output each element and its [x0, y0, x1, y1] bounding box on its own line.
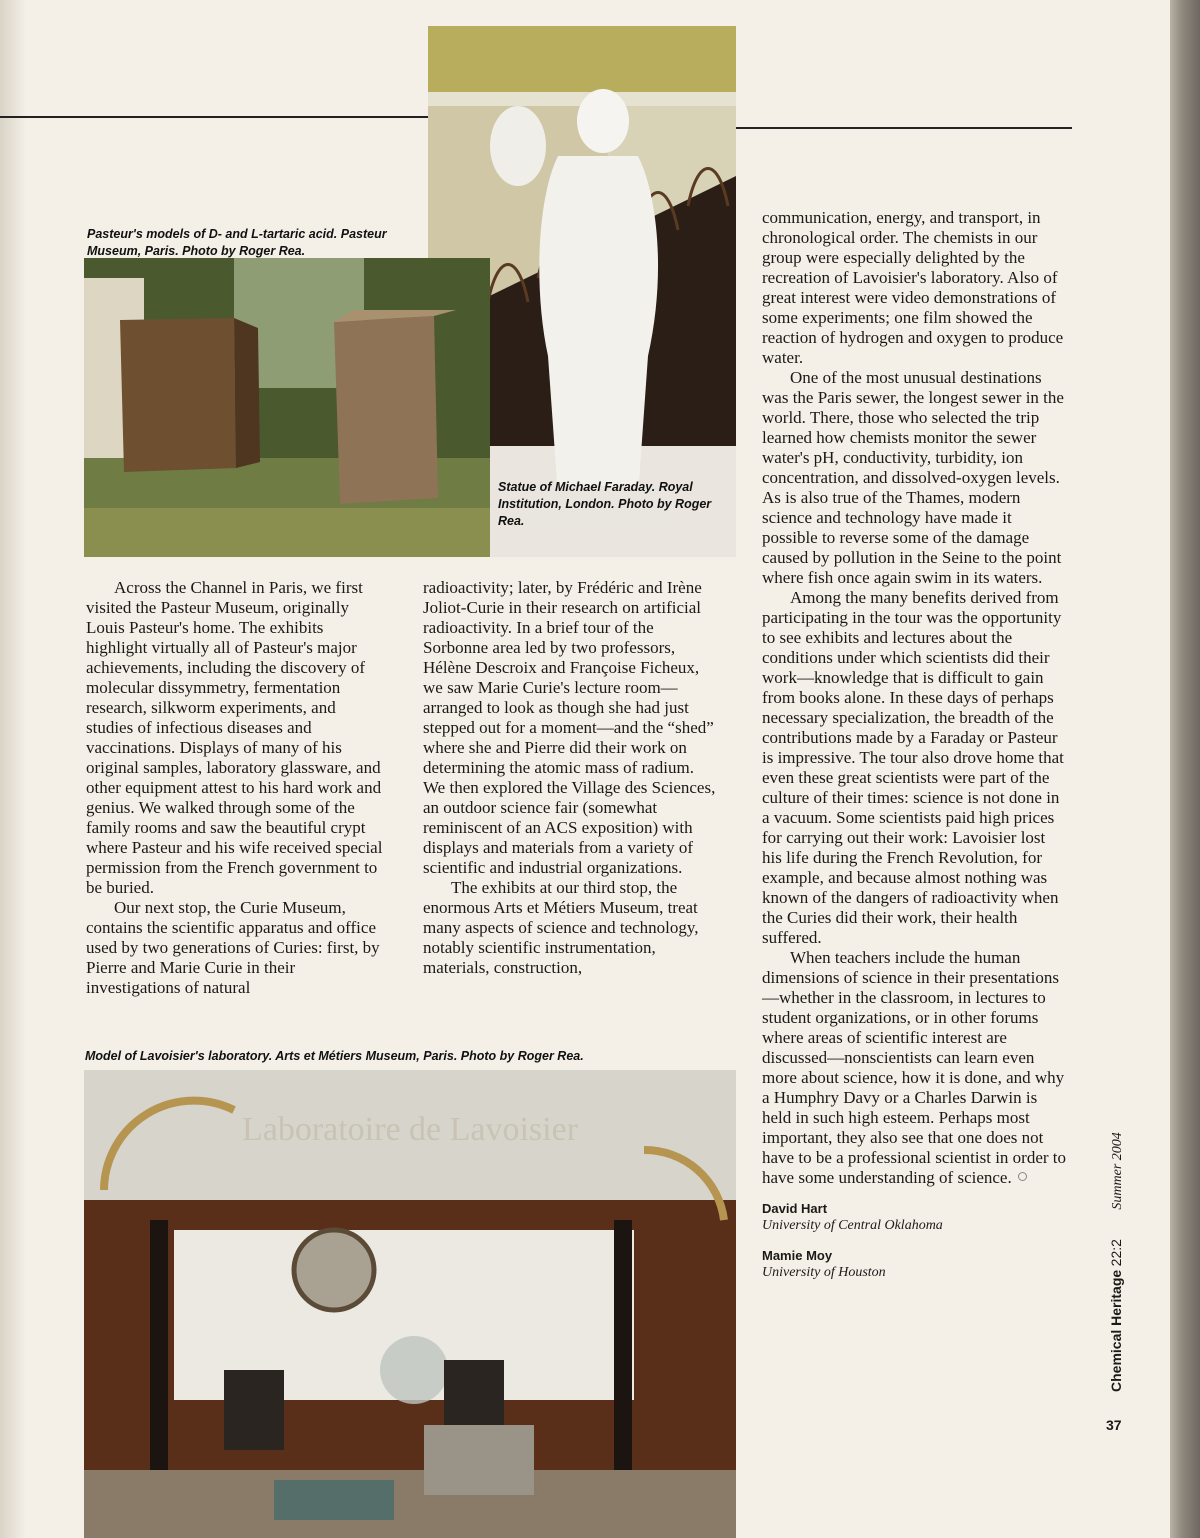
author-1 — [762, 1200, 1068, 1235]
lavoisier-caption: Model of Lavoisier's laboratory. Arts et Métiers Museum, Paris. Photo by Roger Rea. — [85, 1049, 584, 1063]
paragraph: Among the many benefits derived from participating in the tour was the opportunity to see exhibits and lectures about the conditions under which scientists did their work—knowledge that is difficult to gain from books alone. In these days of perhaps necessary specialization, the breadth of the contributions made by a Faraday or Pasteur is impressive. The tour also drove home that even these great scientists were part of the culture of their times: science is not done in a vacuum. Some scientists paid high prices for carrying out their work: Lavoisier lost his life during the French Revolution, for example, and because almost nothing was known of the dangers of radioactivity when the Curies did their work, their health suffered. — [762, 588, 1064, 947]
author-name: David Hart — [762, 1201, 828, 1216]
magazine-binding — [1170, 0, 1200, 1538]
tartaric-caption: Pasteur's models of D- and L-tartaric acid. Pasteur Museum, Paris. Photo by Roger Rea. — [87, 227, 387, 258]
paragraph: Across the Channel in Paris, we first visited the Pasteur Museum, originally Louis Pasteur's home. The exhibits highlight virtually all of Pasteur's major achievements, including the discovery of molecular dissymmetry, fermentation research, silkworm experiments, and studies of infectious diseases and vaccinations. Displays of many of his original samples, laboratory glassware, and other equipment attest to his hard work and genius. We walked through some of the family rooms and saw the beautiful crypt where Pasteur and his wife received special permission from the French government to be buried. — [86, 578, 383, 897]
page-number: 37 — [1106, 1417, 1122, 1433]
author-2 — [762, 1247, 1068, 1282]
paragraph: One of the most unusual destinations was the Paris sewer, the longest sewer in the world. There, those who selected the trip learned how chemists monitor the sewer water's pH, conductivity, turbidity, ion concentration, and dissolved-oxygen levels. As is also true of the Thames, modern science and technology have made it possible to reverse some of the damage caused by pollution in the Seine to the point where fish once again swim in its waters. — [762, 368, 1064, 587]
text-column-2 — [423, 578, 718, 978]
author-affiliation: University of Houston — [762, 1265, 886, 1280]
text-column-3 — [762, 208, 1068, 1282]
end-mark-icon — [1018, 1172, 1027, 1181]
header-rule-right — [736, 127, 1072, 129]
running-footer — [1108, 1132, 1126, 1392]
lavoisier-lab-photo — [84, 1070, 736, 1538]
journal-issue: 22:2 — [1108, 1239, 1124, 1267]
header-rule-left — [0, 116, 428, 118]
paragraph: radioactivity; later, by Frédéric and Irène Joliot-Curie in their research on artificial radioactivity. In a brief tour of the Sorbonne area led by two professors, Hélène Descroix and Françoise Ficheux, we saw Marie Curie's lecture room—arranged to look as though she had just stepped out for a moment—and the “shed” where she and Pierre did their work on determining the atomic mass of radium. We then explored the Village des Sciences, an outdoor science fair (somewhat reminiscent of an ACS exposition) with displays and materials from a variety of scientific and industrial organizations. — [423, 578, 716, 877]
text-column-1 — [86, 578, 386, 998]
paragraph-text: When teachers include the human dimensions of science in their presentations—whether in the classroom, in lectures to student organizations, or in other forums where areas of scientific interest are discussed—nonscientists can learn even more about science, how it is done, and why a Humphry Davy or a Charles Darwin is held in such high esteem. Perhaps most important, they also see that one does not have to be a professional scientist in order to have some understanding of science. — [762, 948, 1067, 1187]
page-edge — [0, 0, 26, 1538]
paragraph — [762, 948, 1068, 1188]
tartaric-models-photo — [84, 258, 490, 557]
journal-season: Summer 2004 — [1110, 1132, 1125, 1210]
paragraph: communication, energy, and transport, in chronological order. The chemists in our group were especially delighted by the recreation of Lavoisier's laboratory. Also of great interest were video demonstrations of some experiments; one film showed the reaction of hydrogen and oxygen to produce water. — [762, 208, 1064, 367]
author-affiliation: University of Central Oklahoma — [762, 1218, 943, 1233]
author-name: Mamie Moy — [762, 1248, 833, 1263]
lab-sign-text: Laboratoire de Lavoisier — [241, 1111, 579, 1148]
journal-title: Chemical Heritage — [1108, 1269, 1124, 1392]
paragraph: The exhibits at our third stop, the enormous Arts et Métiers Museum, treat many aspects of science and technology, notably scientific instrumentation, materials, construction, — [423, 878, 699, 977]
paragraph: Our next stop, the Curie Museum, contains the scientific apparatus and office used by two generations of Curies: first, by Pierre and Marie Curie in their investigations of natural — [86, 898, 380, 997]
faraday-caption: Statue of Michael Faraday. Royal Institution, London. Photo by Roger Rea. — [498, 480, 712, 528]
